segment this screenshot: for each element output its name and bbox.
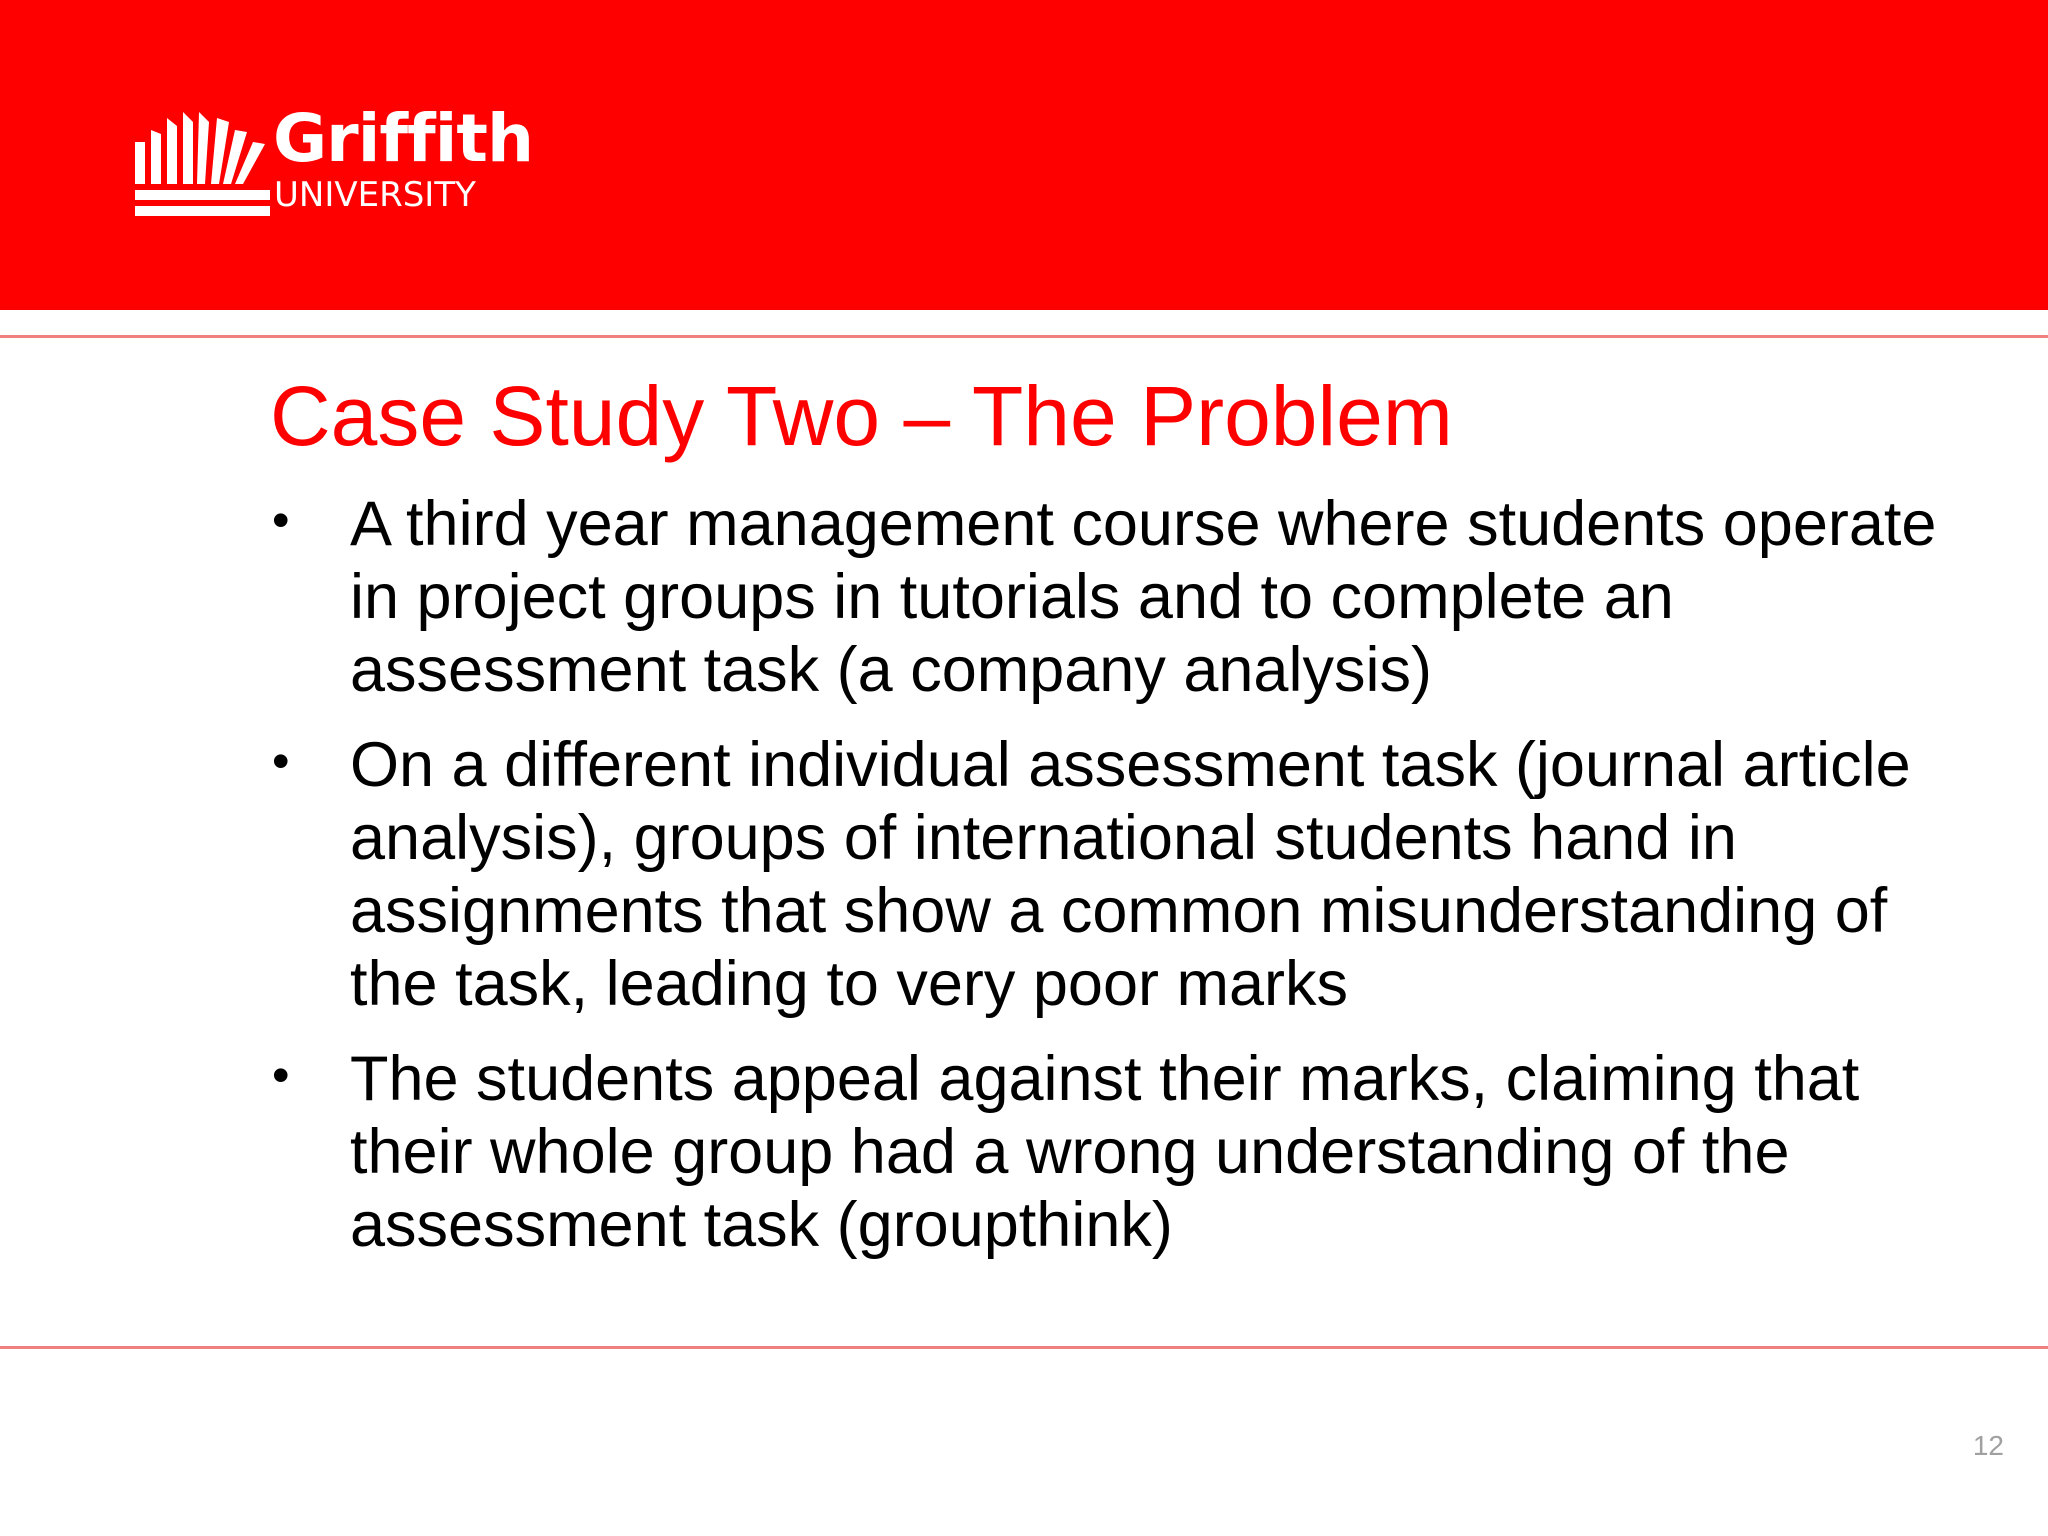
bullet-item — [270, 729, 1970, 1021]
top-divider — [0, 335, 2048, 338]
bullet-text: The students appeal against their marks, claiming that their whole group had a wrong understanding of the assessment task (groupthink) — [350, 1044, 1860, 1260]
griffith-logo-mark-icon — [135, 112, 270, 216]
logo-subtitle: UNIVERSITY — [274, 175, 476, 215]
bullet-item — [270, 1043, 1970, 1262]
header-band — [0, 0, 2048, 310]
logo-wordmark: Griffith — [273, 100, 533, 177]
griffith-university-logo — [135, 100, 555, 222]
bullet-item — [270, 488, 1970, 707]
bullet-icon: • — [272, 492, 290, 548]
slide-title: Case Study Two – The Problem — [270, 369, 1453, 463]
page-number: 12 — [1972, 1430, 2004, 1461]
bottom-divider — [0, 1346, 2048, 1349]
bullet-text: On a different individual assessment task (journal article analysis), groups of international students hand in assignments that show a common misunderstanding of the task, leading to very poor marks — [350, 730, 1911, 1019]
bullet-icon: • — [272, 733, 290, 789]
bullet-list — [270, 488, 1970, 1284]
bullet-text: A third year management course where students operate in project groups in tutorials and to complete an assessment task (a company analysis) — [350, 489, 1937, 705]
bullet-icon: • — [272, 1047, 290, 1103]
